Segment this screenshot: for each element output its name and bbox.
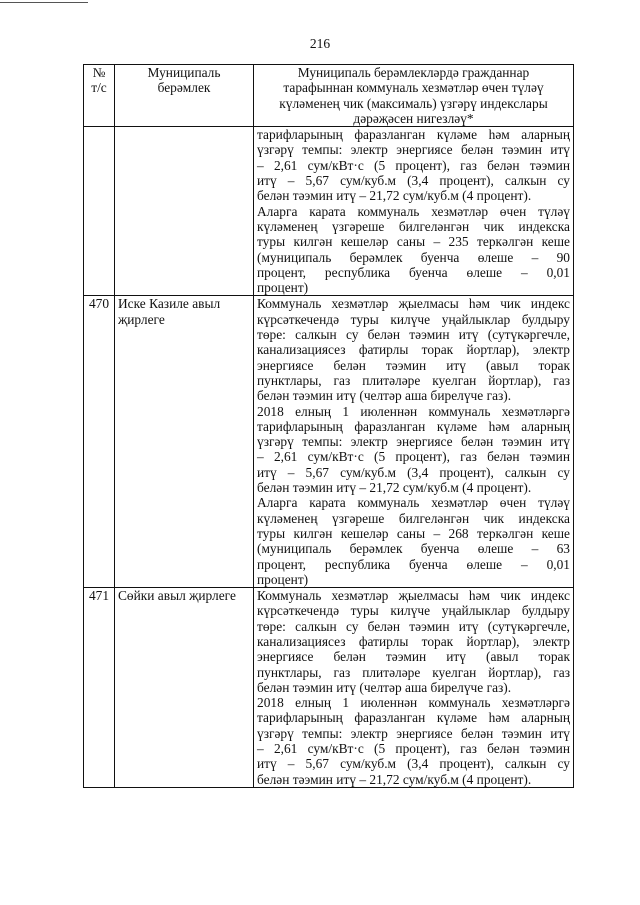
header-description-line: тарафыннан коммуналь хезмәтләр өчен түләү (283, 80, 544, 96)
description-line: энергиясе белән тәэмин итү (авыл торак (257, 649, 570, 665)
description-line: тарифларының фаразланган күләме һәм аларның (257, 418, 570, 434)
description-line: процент, республика буенча өлеше – 0,01 (257, 264, 570, 280)
description-line: белән тәэмин итү (челтәр аша бирелүче газ). (257, 388, 512, 404)
table-row (84, 296, 574, 588)
description-cell (254, 588, 574, 788)
description-line: Коммуналь хезмәтләр җыелмасы һәм чик индекс (257, 588, 570, 604)
description-line: тарифларының фаразланган күләме һәм аларның (257, 127, 570, 143)
description-line: тарифларының фаразланган күләме һәм аларның (257, 710, 570, 726)
municipality-name: Сөйки авыл җирлеге (115, 588, 254, 788)
description-line: – 2,61 сум/кВт·с (5 процент), газ белән тәэмин (257, 157, 570, 173)
header-description-line: дәрәҗәсен нигезләү* (353, 110, 474, 126)
description-line: күләменең үзгәреше билгеләнгән чик индекска (257, 218, 570, 234)
description-cell (254, 296, 574, 588)
description-line: канализациясез фатирлы торак йортлар), электр (257, 633, 570, 649)
row-number (84, 127, 115, 296)
description-line: күрсәткечендә туры килүче уңайлыклар булдыру (257, 603, 570, 619)
header-num-line: № (92, 65, 106, 80)
municipality-name: Иске Казиле авыл җирлеге (115, 296, 254, 588)
description-cell (254, 127, 574, 296)
description-line: итү – 5,67 сум/куб.м (3,4 процент), салкын су (257, 173, 570, 189)
tariff-table (83, 64, 574, 788)
description-line: күләменең үзгәреше билгеләнгән чик индекска (257, 510, 570, 526)
description-line: белән тәэмин итү – 21,72 сум/куб.м (4 процент). (257, 188, 532, 204)
header-municipality-line: Муниципаль (147, 65, 221, 80)
description-line: үзгәрү темпы: электр энергиясе белән тәэмин итү (257, 434, 570, 450)
table-row (84, 588, 574, 788)
description-line: туры килгән кешеләр саны – 268 теркәлгән кеше (257, 525, 570, 541)
description-line: (муниципаль берәмлек буенча өлеше – 63 (257, 541, 570, 557)
header-municipality (115, 65, 254, 127)
description-line: – 2,61 сум/кВт·с (5 процент), газ белән тәэмин (257, 741, 570, 757)
header-description-line: күләменең чик (максималь) үзгәрү индекслары (279, 95, 548, 111)
top-rule (0, 2, 88, 3)
description-line: туры килгән кешеләр саны – 235 теркәлгән кеше (257, 234, 570, 250)
description-line: Аларга карата коммуналь хезмәтләр өчен түләү (257, 203, 570, 219)
header-description (254, 65, 574, 127)
description-line: энергиясе белән тәэмин итү (авыл торак (257, 357, 570, 373)
municipality-name (115, 127, 254, 296)
description-line: күрсәткечендә туры килүче уңайлыклар булдыру (257, 311, 570, 327)
description-line: итү – 5,67 сум/куб.м (3,4 процент), салкын су (257, 464, 570, 480)
description-line: үзгәрү темпы: электр энергиясе белән тәэмин итү (257, 725, 570, 741)
table-body (84, 127, 574, 788)
description-line: канализациясез фатирлы торак йортлар), электр (257, 342, 570, 358)
description-line: 2018 елның 1 июленнән коммуналь хезмәтләргә (257, 695, 570, 711)
description-line: пунктлары, газ плитәләре куелган йортлар), газ (257, 372, 570, 388)
description-line: процент) (257, 280, 309, 296)
description-line: – 2,61 сум/кВт·с (5 процент), газ белән тәэмин (257, 449, 570, 465)
description-line: итү – 5,67 сум/куб.м (3,4 процент), салкын су (257, 756, 570, 772)
page-number: 216 (309, 36, 331, 51)
header-num-line: т/с (91, 80, 107, 96)
description-line: 2018 елның 1 июленнән коммуналь хезмәтләргә (257, 403, 570, 419)
description-line: төре: салкын су белән тәэмин итү (сутүкәргечле, (257, 327, 570, 343)
header-municipality-line: берәмлек (157, 80, 211, 96)
description-line: белән тәэмин итү (челтәр аша бирелүче газ). (257, 679, 512, 695)
description-line: (муниципаль берәмлек буенча өлеше – 90 (257, 249, 570, 265)
table-row (84, 127, 574, 296)
description-line: белән тәэмин итү – 21,72 сум/куб.м (4 процент). (257, 480, 532, 496)
header-description-line: Муниципаль берәмлекләрдә гражданнар (297, 65, 530, 80)
description-line: Аларга карата коммуналь хезмәтләр өчен түләү (257, 495, 570, 511)
header-num (84, 65, 115, 127)
description-line: процент) (257, 571, 309, 587)
row-number: 471 (84, 588, 115, 788)
table-header-row (84, 65, 574, 127)
description-line: белән тәэмин итү – 21,72 сум/куб.м (4 процент). (257, 771, 532, 787)
description-line: пунктлары, газ плитәләре куелган йортлар), газ (257, 664, 570, 680)
description-line: процент, республика буенча өлеше – 0,01 (257, 556, 570, 572)
description-line: Коммуналь хезмәтләр җыелмасы һәм чик индекс (257, 296, 570, 312)
description-line: төре: салкын су белән тәэмин итү (сутүкәргечле, (257, 618, 570, 634)
description-line: үзгәрү темпы: электр энергиясе белән тәэмин итү (257, 142, 570, 158)
row-number: 470 (84, 296, 115, 588)
